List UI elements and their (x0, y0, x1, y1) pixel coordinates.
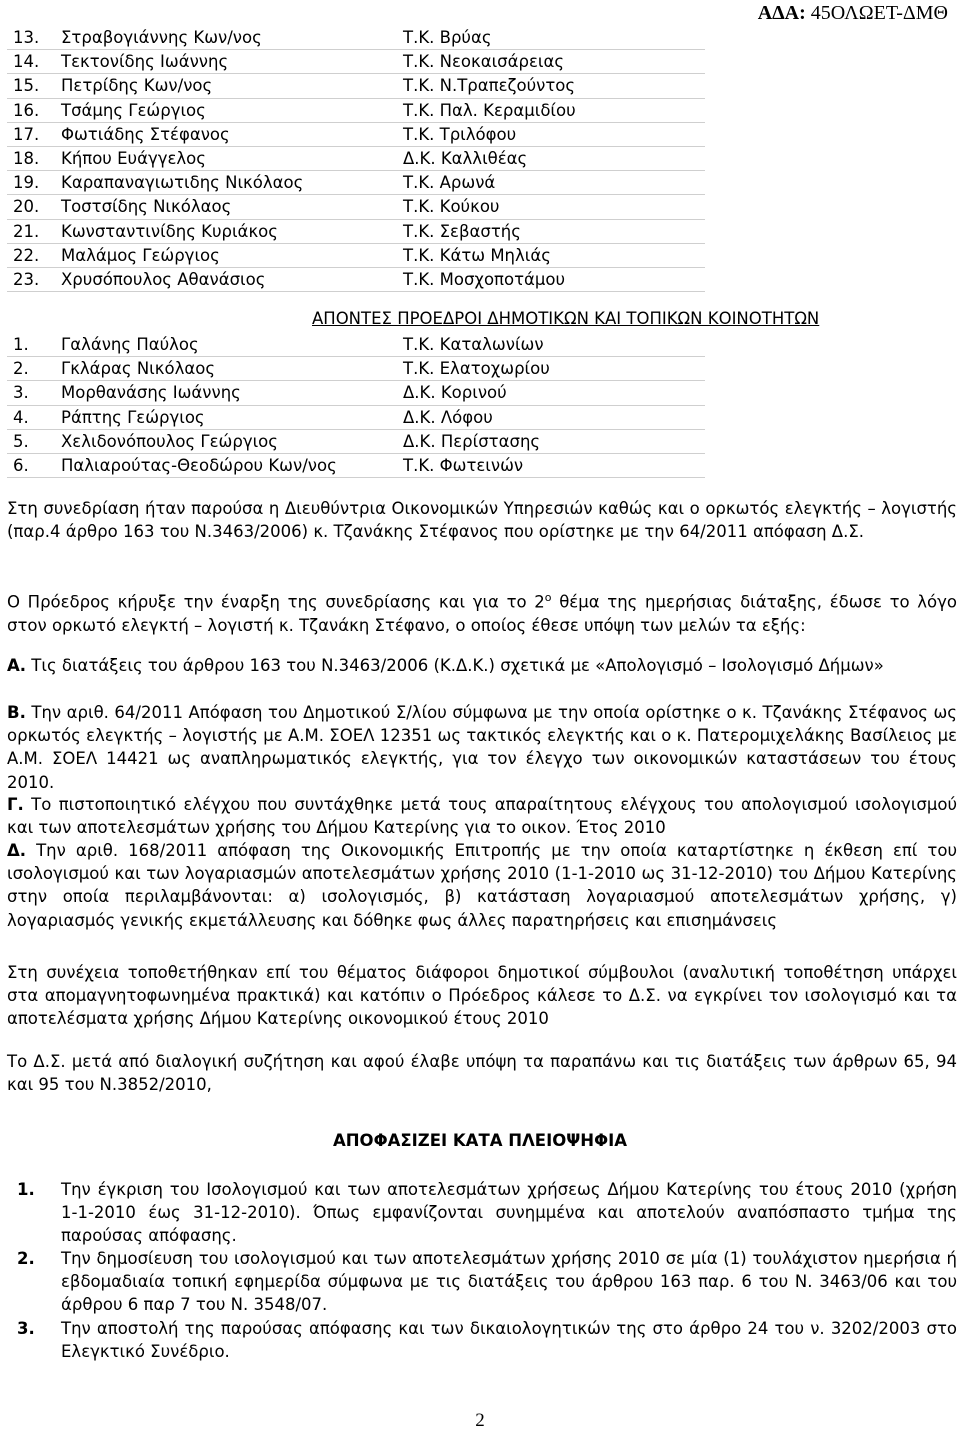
decision-title: ΑΠΟΦΑΣΙΖΕΙ ΚΑΤΑ ΠΛΕΙΟΨΗΦΙΑ (332, 1131, 628, 1150)
superscript: ο (544, 591, 552, 604)
paragraph-president: Ο Πρόεδρος κήρυξε την έναρξη της συνεδρίασης και για το $2^o$ θέμα της ημερήσιας διάταξης, έδωσε το λόγο στον ορκωτό ελεγκτή – λογιστή κ. Τζανάκη Στέφανο, ο οποίος έθεσε υπόψη των μελών τα εξής: (7, 591, 958, 635)
community-name: Τ.Κ. Κούκου (397, 195, 705, 219)
table-row (7, 357, 705, 381)
absent-presidents-table (7, 333, 705, 478)
decision-item-1: 1. Την έγκριση του Ισολογισμού και των αποτελεσμάτων χρήσεως Δήμου Κατερίνης του έτους 2010 (χρήση 1-1-2010 έως 31-12-2010). Όπως εμφανίζονται συνημμένα και αποτελούν αναπόσπαστο τμήμα της παρούσας απόφασης. (17, 1180, 957, 1246)
row-number: 3. (7, 381, 55, 405)
member-name: Τσάμης Γεώργιος (55, 98, 397, 122)
row-number: 22. (7, 243, 55, 267)
paragraph-after: Το Δ.Σ. μετά από διαλογική συζήτηση και αφού έλαβε υπόψη τα παραπάνω και τις διατάξεις των άρθρων 65, 94 και 95 του Ν.3852/2010, (7, 1052, 957, 1095)
member-name: Στραβογιάννης Κων/νος (55, 26, 397, 50)
community-name: Τ.Κ. Παλ. Κεραμιδίου (397, 98, 705, 122)
community-name: Δ.Κ. Κορινού (397, 381, 705, 405)
row-number: 1. (7, 333, 55, 357)
table-row (7, 333, 705, 357)
community-name: Τ.Κ. Μοσχοποτάμου (397, 268, 705, 292)
member-name: Καραπαναγιωτιδης Νικόλαος (55, 171, 397, 195)
row-number: 23. (7, 268, 55, 292)
row-number: 4. (7, 405, 55, 429)
paragraph-session: Στη συνεδρίαση ήταν παρούσα η Διευθύντρια Οικονομικών Υπηρεσιών καθώς και ο ορκωτός ελεγκτής – λογιστής (παρ.4 άρθρο 163 του Ν.3463/2006) κ. Τζανάκης Στέφανος που ορίστηκε με την 64/2011 απόφαση Δ.Σ. (7, 499, 957, 542)
table-row (7, 454, 705, 478)
row-number: 6. (7, 454, 55, 478)
table-row (7, 171, 705, 195)
member-name: Μαλάμος Γεώργιος (55, 243, 397, 267)
table-row (7, 98, 705, 122)
community-name: Τ.Κ. Ν.Τραπεζούντος (397, 74, 705, 98)
member-name: Κήπου Ευάγγελος (55, 147, 397, 171)
member-name: Χελιδονόπουλος Γεώργιος (55, 429, 397, 453)
paragraph-submitted: Στη συνέχεια τοποθετήθηκαν επί του θέματος διάφοροι δημοτικοί σύμβουλοι (αναλυτική τοποθέτηση υπάρχει στα απομαγνητοφωνημένα πρακτικά) και κατόπιν ο Πρόεδρος κάλεσε το Δ.Σ. να εγκρίνει τον ισολογισμό και τα αποτελέσματα χρήσης Δήμου Κατερίνης οικονομικού έτους 2010 (7, 963, 957, 1029)
row-number: 21. (7, 219, 55, 243)
community-name: Δ.Κ. Περίστασης (397, 429, 705, 453)
decision-item-2: 2. Την δημοσίευση του ισολογισμού και των αποτελεσμάτων χρήσης 2010 σε μία (1) τουλάχιστον ημερήσια ή εβδομαδιαία τοπική εφημερίδα σύμφωνα με τις διατάξεις του άρθρου 163 παρ. 6 του Ν. 3463/06 και του άρθρου 6 παρ 7 του Ν. 3548/07. (17, 1249, 957, 1315)
row-number: 14. (7, 50, 55, 74)
member-name: Τεκτονίδης Ιωάννης (55, 50, 397, 74)
member-name: Κωνσταντινίδης Κυριάκος (55, 219, 397, 243)
table-row (7, 74, 705, 98)
member-name: Παλιαρούτας-Θεοδώρου Κων/νος (55, 454, 397, 478)
member-name: Γαλάνης Παύλος (55, 333, 397, 357)
community-name: Τ.Κ. Σεβαστής (397, 219, 705, 243)
community-name: Τ.Κ. Καταλωνίων (397, 333, 705, 357)
row-number: 18. (7, 147, 55, 171)
table-row (7, 429, 705, 453)
row-number: 16. (7, 98, 55, 122)
member-name: Γκλάρας Νικόλαος (55, 357, 397, 381)
row-number: 17. (7, 122, 55, 146)
item-d: Δ. Την αριθ. 168/2011 απόφαση της Οικονομικής Επιτροπής με την οποία καταρτίστηκε η έκθεση επί του ισολογισμού και των λογαριασμών αποτελεσμάτων χρήσης 2010 (1-1-2010 ως 31-12-2010) του Δήμου Κατερίνης στην οποία περιλαμβάνονται: α) ισολογισμός, β) κατάσταση λογαριασμού αποτελεσμάτων χρήσης, γ) λογαριασμός γενικής εκμετάλλευσης και δόθηκε φως άλλες παρατηρήσεις και επισημάνσεις (7, 841, 957, 930)
table-row (7, 405, 705, 429)
community-name: Τ.Κ. Φωτεινών (397, 454, 705, 478)
present-members-table (7, 26, 705, 292)
member-name: Χρυσόπουλος Αθανάσιος (55, 268, 397, 292)
community-name: Τ.Κ. Νεοκαισάρειας (397, 50, 705, 74)
item-a: Α. Τις διατάξεις του άρθρου 163 του Ν.3463/2006 (Κ.Δ.Κ.) σχετικά με «Απολογισμό – Ισολογισμό Δήμων» (7, 656, 884, 675)
ada-value: 45ΟΛΩΕΤ-ΔΜΘ (810, 2, 948, 24)
community-name: Δ.Κ. Καλλιθέας (397, 147, 705, 171)
item-b: Β. Την αριθ. 64/2011 Απόφαση του Δημοτικού Σ/λίου σύμφωνα με την οποία ορίστηκε ο κ. Τζανάκης Στέφανος ως ορκωτός ελεγκτής – λογιστής με Α.Μ. ΣΟΕΛ 12351 ως τακτικός ελεγκτής και ο κ. Πατερομιχελάκης Βασίλειος με Α.Μ. ΣΟΕΛ 14421 ως αναπληρωματικός ελεγκτής, για τον έλεγχο των οικονομικών καταστάσεων του έτους 2010. (7, 703, 957, 792)
row-number: 2. (7, 357, 55, 381)
community-name: Τ.Κ. Τριλόφου (397, 122, 705, 146)
row-number: 15. (7, 74, 55, 98)
page-number: 2 (475, 1410, 485, 1431)
member-name: Φωτιάδης Στέφανος (55, 122, 397, 146)
table-row (7, 195, 705, 219)
member-name: Πετρίδης Κων/νος (55, 74, 397, 98)
table-row (7, 219, 705, 243)
table-row (7, 147, 705, 171)
table-row (7, 50, 705, 74)
table-row (7, 243, 705, 267)
row-number: 5. (7, 429, 55, 453)
item-c: Γ. Το πιστοποιητικό ελέγχου που συντάχθηκε μετά τους απαραίτητους ελέγχους του απολογισμού ισολογισμού και των αποτελεσμάτων χρήσης του Δήμου Κατερίνης για το οικον. Έτος 2010 (7, 795, 957, 838)
row-number: 13. (7, 26, 55, 50)
table-row (7, 122, 705, 146)
ada-code (758, 2, 948, 25)
absent-presidents-title: ΑΠΟΝΤΕΣ ΠΡΟΕΔΡΟΙ ΔΗΜΟΤΙΚΩΝ ΚΑΙ ΤΟΠΙΚΩΝ ΚΟΙΝΟΤΗΤΩΝ (312, 309, 820, 328)
member-name: Μορθανάσης Ιωάννης (55, 381, 397, 405)
community-name: Τ.Κ. Κάτω Μηλιάς (397, 243, 705, 267)
table-row (7, 381, 705, 405)
community-name: Τ.Κ. Ελατοχωρίου (397, 357, 705, 381)
community-name: Τ.Κ. Αρωνά (397, 171, 705, 195)
table-row (7, 268, 705, 292)
row-number: 19. (7, 171, 55, 195)
row-number: 20. (7, 195, 55, 219)
member-name: Τοστσίδης Νικόλαος (55, 195, 397, 219)
ada-label: ΑΔΑ: (757, 2, 806, 24)
community-name: Δ.Κ. Λόφου (397, 405, 705, 429)
decision-item-3: 3. Την αποστολή της παρούσας απόφασης και των δικαιολογητικών της στο άρθρο 24 του ν. 3202/2003 στο Ελεγκτικό Συνέδριο. (17, 1319, 957, 1362)
member-name: Ράπτης Γεώργιος (55, 405, 397, 429)
table-row (7, 26, 705, 50)
community-name: Τ.Κ. Βρύας (397, 26, 705, 50)
